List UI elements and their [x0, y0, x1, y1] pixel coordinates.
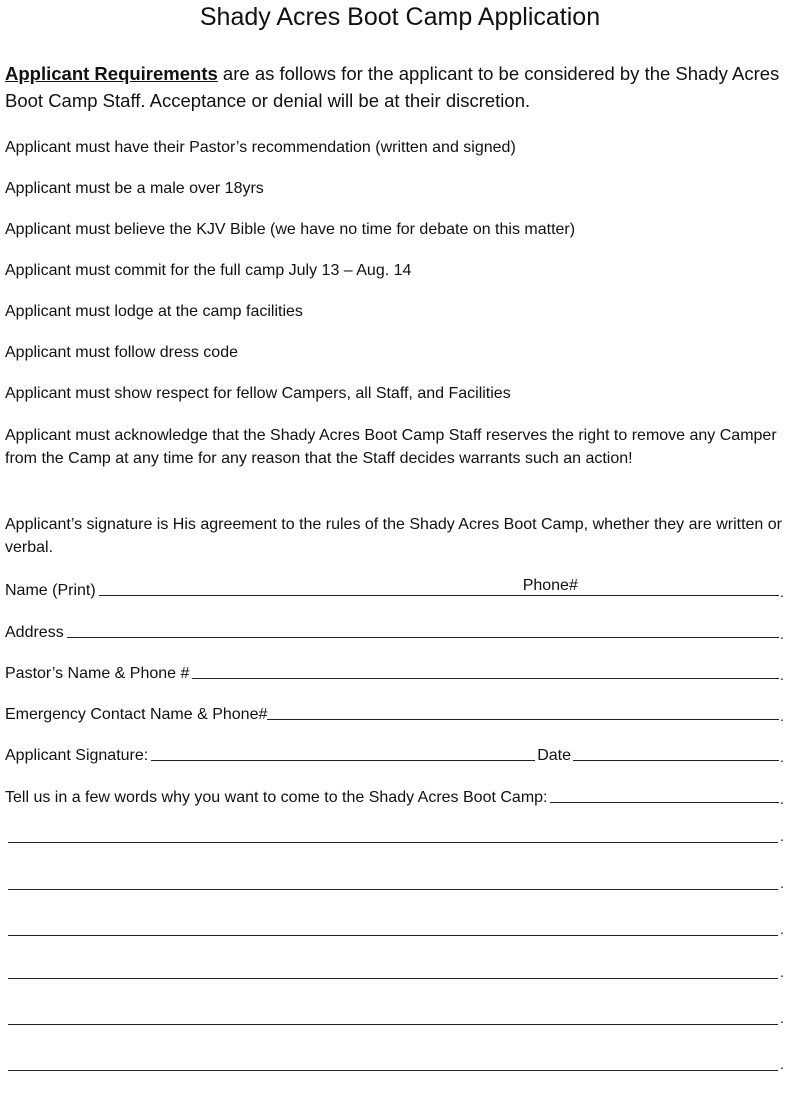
- rule-show-respect: Applicant must show respect for fellow Campers, all Staff, and Facilities: [5, 385, 511, 402]
- rule-dress-code: Applicant must follow dress code: [5, 344, 238, 361]
- requirements-intro: [5, 60, 795, 114]
- answer-line-period: .: [780, 828, 784, 844]
- signature-label: Applicant Signature:: [5, 747, 149, 764]
- signature-date-row: [5, 741, 785, 765]
- signature-field[interactable]: [151, 742, 535, 761]
- answer-line-period: .: [780, 875, 784, 891]
- address-field[interactable]: [67, 619, 779, 638]
- phone-field[interactable]: [578, 577, 779, 596]
- address-period: .: [780, 626, 784, 642]
- date-label: Date: [537, 747, 571, 764]
- why-row: [5, 783, 785, 807]
- requirements-heading: Applicant Requirements: [5, 63, 218, 84]
- answer-line-period: .: [780, 1056, 784, 1072]
- answer-line[interactable]: [8, 978, 778, 979]
- answer-line-period: .: [780, 1010, 784, 1026]
- name-field[interactable]: [99, 577, 523, 596]
- answer-line[interactable]: [8, 842, 778, 843]
- rule-signature-agreement: Applicant’s signature is His agreement to the rules of the Shady Acres Boot Camp, whether they are written or verbal.: [5, 516, 782, 556]
- emergency-contact-period: .: [780, 708, 784, 724]
- rule-lodge-at-camp: Applicant must lodge at the camp facilities: [5, 303, 303, 320]
- answer-line[interactable]: [8, 935, 778, 936]
- pastor-field[interactable]: [192, 660, 779, 679]
- page-title: Shady Acres Boot Camp Application: [199, 3, 601, 31]
- pastor-label: Pastor’s Name & Phone #: [5, 665, 190, 682]
- name-label: Name (Print): [5, 582, 96, 599]
- answer-line[interactable]: [8, 1070, 778, 1071]
- date-field[interactable]: [573, 742, 779, 761]
- answer-line[interactable]: [8, 889, 778, 890]
- rule-full-camp-commitment: Applicant must commit for the full camp July 13 – Aug. 14: [5, 262, 412, 279]
- signature-date-period: .: [780, 749, 784, 765]
- why-period: .: [780, 791, 784, 807]
- requirements-intro-text: are as follows for the applicant to be considered by the Shady Acres Boot Camp Staff. Acceptance or denial will be at their discretion.: [5, 63, 780, 111]
- name-phone-row: [5, 576, 785, 600]
- rule-staff-removal-right: Applicant must acknowledge that the Shady Acres Boot Camp Staff reserves the right to remove any Camper from the Camp at any time for any reason that the Staff decides warrants such an action!: [5, 427, 777, 467]
- address-row: [5, 618, 785, 642]
- emergency-contact-label: Emergency Contact Name & Phone#: [5, 706, 268, 723]
- rule-pastor-recommendation: Applicant must have their Pastor’s recommendation (written and signed): [5, 139, 516, 156]
- why-field[interactable]: [550, 784, 779, 803]
- phone-label: Phone#: [522, 577, 578, 594]
- pastor-period: .: [780, 667, 784, 683]
- pastor-row: [5, 659, 785, 683]
- answer-line[interactable]: [8, 1024, 778, 1025]
- emergency-contact-row: [5, 700, 785, 724]
- address-label: Address: [5, 624, 64, 641]
- answer-line-period: .: [780, 964, 784, 980]
- name-phone-period: .: [780, 584, 784, 600]
- rule-kjv-bible: Applicant must believe the KJV Bible (we have no time for debate on this matter): [5, 221, 576, 238]
- answer-line-period: .: [780, 921, 784, 937]
- why-label: Tell us in a few words why you want to come to the Shady Acres Boot Camp:: [5, 789, 548, 806]
- rule-male-over-18: Applicant must be a male over 18yrs: [5, 180, 264, 197]
- emergency-contact-field[interactable]: [267, 701, 779, 720]
